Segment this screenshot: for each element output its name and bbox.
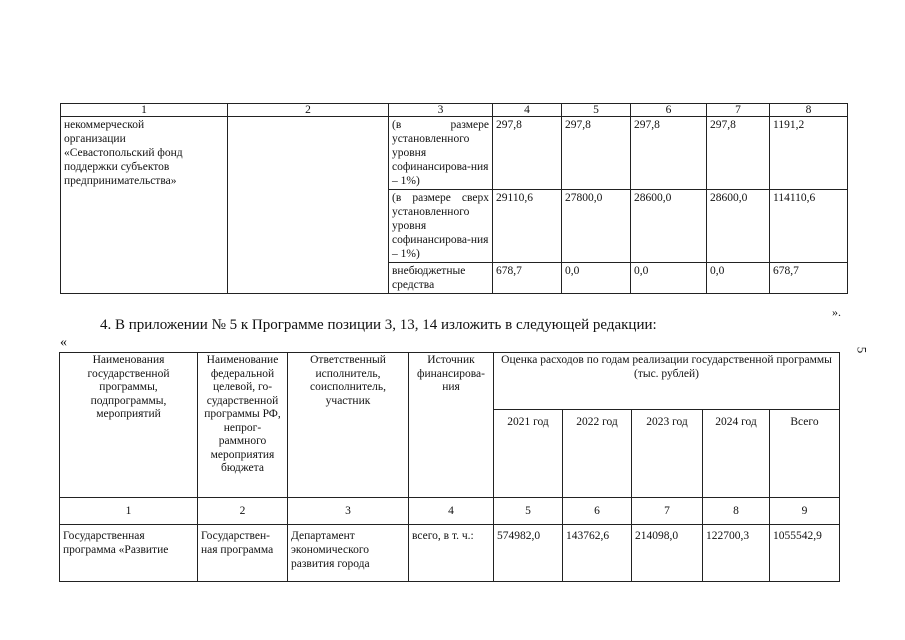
column-number: 8: [703, 498, 770, 525]
value-cell: 678,7: [493, 263, 562, 294]
col-header: 6: [631, 104, 707, 117]
column-number: 2: [198, 498, 288, 525]
value-cell: 29110,6: [493, 190, 562, 263]
col-header: 3: [389, 104, 493, 117]
value-cell: 28600,0: [631, 190, 707, 263]
col-header: 4: [493, 104, 562, 117]
value-cell: 0,0: [707, 263, 770, 294]
column-number-row: [60, 498, 840, 525]
federal-program-cell: Государствен-ная программа: [198, 525, 288, 582]
value-cell: 574982,0: [494, 525, 563, 582]
value-cell: 678,7: [770, 263, 848, 294]
column-number: 6: [563, 498, 632, 525]
value-cell: 1191,2: [770, 117, 848, 190]
year-header: 2023 год: [632, 410, 703, 498]
year-header: Всего: [770, 410, 840, 498]
header-program-names: Наименования государственной программы, подпрограммы, мероприятий: [60, 353, 198, 498]
value-cell: 297,8: [493, 117, 562, 190]
paragraph-text: 4. В приложении № 5 к Программе позиции 3, 13, 14 изложить в следующей редакции:: [100, 317, 657, 333]
closing-quote: ».: [832, 305, 841, 319]
value-cell: 297,8: [631, 117, 707, 190]
source-cell: (в размере сверх установленного уровня софинансирова-ния – 1%): [389, 190, 493, 263]
value-cell: 0,0: [562, 263, 631, 294]
column-number: 3: [288, 498, 409, 525]
value-cell: 0,0: [631, 263, 707, 294]
empty-cell: [228, 117, 389, 294]
source-cell: внебюджетные средства: [389, 263, 493, 294]
header-federal-program: Наименование федеральной целевой, го-сударственной программы РФ, непрог-раммного мероприятия бюджета: [198, 353, 288, 498]
col-header: 8: [770, 104, 848, 117]
column-number: 1: [60, 498, 198, 525]
column-number: 9: [770, 498, 840, 525]
col-header: 5: [562, 104, 631, 117]
value-cell: 28600,0: [707, 190, 770, 263]
value-cell: 114110,6: [770, 190, 848, 263]
value-cell: 214098,0: [632, 525, 703, 582]
appendix-table: [59, 352, 840, 582]
value-cell: 122700,3: [703, 525, 770, 582]
value-cell: 27800,0: [562, 190, 631, 263]
continuation-table: [60, 103, 848, 294]
organization-name-cell: некоммерческой организации «Севастопольский фонд поддержки субъектов предпринимательства»: [61, 117, 228, 294]
executor-cell: Департамент экономического развития города: [288, 525, 409, 582]
header-expense-estimate: Оценка расходов по годам реализации государственной программы (тыс. рублей): [494, 353, 840, 410]
value-cell: 143762,6: [563, 525, 632, 582]
table-header-row: [61, 104, 848, 117]
column-number: 5: [494, 498, 563, 525]
funding-source-cell: всего, в т. ч.:: [409, 525, 494, 582]
column-number: 7: [632, 498, 703, 525]
col-header: 7: [707, 104, 770, 117]
column-number: 4: [409, 498, 494, 525]
year-header: 2022 год: [563, 410, 632, 498]
year-header: 2021 год: [494, 410, 563, 498]
opening-quote: «: [60, 335, 67, 350]
program-name-cell: Государственная программа «Развитие: [60, 525, 198, 582]
value-cell: 1055542,9: [770, 525, 840, 582]
value-cell: 297,8: [707, 117, 770, 190]
source-cell: (в размере установленного уровня софинансирова-ния – 1%): [389, 117, 493, 190]
table-row: [60, 525, 840, 582]
page-number: 5: [854, 346, 870, 354]
header-executor: Ответственный исполнитель, соисполнитель, участник: [288, 353, 409, 498]
col-header: 2: [228, 104, 389, 117]
table-header-row: [60, 353, 840, 410]
value-cell: 297,8: [562, 117, 631, 190]
col-header: 1: [61, 104, 228, 117]
table-row: [61, 117, 848, 190]
header-funding-source: Источник финансирова-ния: [409, 353, 494, 498]
year-header: 2024 год: [703, 410, 770, 498]
